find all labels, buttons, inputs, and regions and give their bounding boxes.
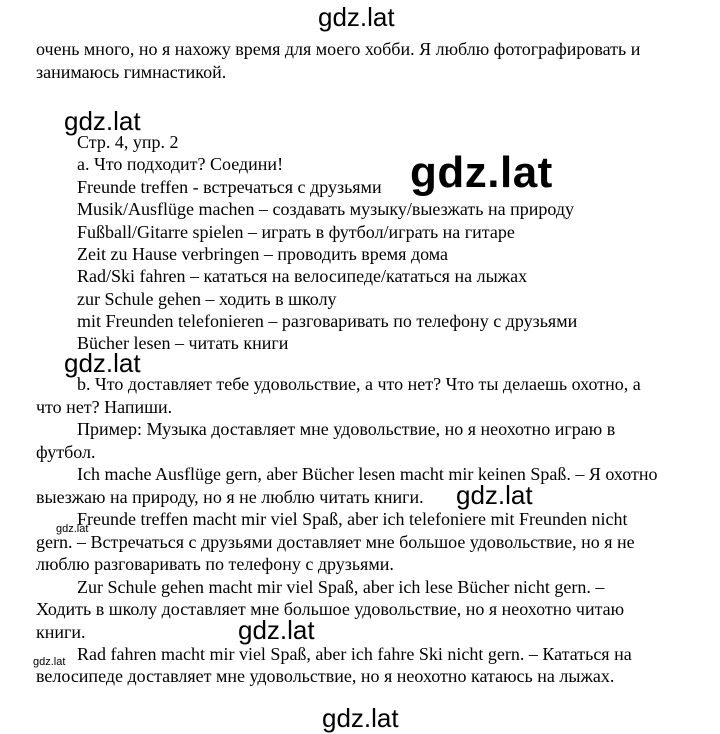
watermark-top: gdz.lat	[318, 2, 395, 32]
text-line: что нет? Напиши.	[36, 397, 173, 417]
text-line: книги.	[36, 622, 86, 642]
text-line: mit Freunden telefonieren – разговаривать по телефону с друзьями	[77, 311, 578, 331]
text-line: люблю разговаривать по телефону с друзьями.	[36, 554, 394, 574]
text-line: Freunde treffen - встречаться с друзьями	[77, 177, 382, 197]
text-line: Musik/Ausflüge machen – создавать музыку/выезжать на природу	[77, 199, 574, 219]
text-line: занимаюсь гимнастикой.	[36, 62, 227, 82]
text-line: Bücher lesen – читать книги	[77, 333, 289, 353]
text-line: zur Schule gehen – ходить в школу	[77, 289, 337, 309]
text-line: Rad/Ski fahren – кататься на велосипеде/кататься на лыжах	[77, 266, 528, 286]
text-line: Zeit zu Hause verbringen – проводить время дома	[77, 244, 449, 264]
task-a-heading: а. Что подходит? Соедини!	[77, 154, 284, 174]
text-line: Rad fahren macht mir viel Spaß, aber ich fahre Ski nicht gern. – Кататься на	[77, 644, 632, 664]
text-line: gern. – Встречаться с друзьями доставляет мне большое удовольствие, но я не	[36, 532, 635, 552]
text-line: Zur Schule gehen macht mir viel Spaß, aber ich lese Bücher nicht gern. –	[77, 577, 605, 597]
text-line: Ходить в школу доставляет мне большое удовольствие, но я неохотно читаю	[36, 599, 625, 619]
text-line: Пример: Музыка доставляет мне удовольствие, но я неохотно играю в	[77, 419, 616, 439]
watermark-section2: gdz.lat	[64, 348, 141, 378]
watermark-small-1: gdz.lat	[56, 523, 89, 535]
text-line: очень много, но я нахожу время для моего хобби. Я люблю фотографировать и	[36, 39, 641, 59]
text-line: выезжаю на природу, но я не люблю читать книги.	[36, 487, 424, 507]
text-line: Fußball/Gitarre spielen – играть в футбол/играть на гитаре	[77, 222, 515, 242]
watermark-small-2: gdz.lat	[33, 656, 66, 668]
watermark-mid: gdz.lat	[456, 480, 533, 510]
task-b-heading: b. Что доставляет тебе удовольствие, а что нет? Что ты делаешь охотно, а	[77, 374, 641, 394]
text-line: Ich mache Ausflüge gern, aber Bücher lesen macht mir keinen Spaß. – Я охотно	[77, 464, 658, 484]
exercise-heading: Стр. 4, упр. 2	[77, 132, 179, 152]
watermark-big: gdz.lat	[410, 148, 553, 197]
text-line: велосипеде доставляет мне удовольствие, но я неохотно катаюсь на лыжах.	[36, 666, 615, 686]
text-line: Freunde treffen macht mir viel Spaß, aber ich telefoniere mit Freunden nicht	[77, 509, 628, 529]
watermark-lower: gdz.lat	[238, 615, 315, 645]
text-line: футбол.	[36, 442, 96, 462]
watermark-section1: gdz.lat	[64, 106, 141, 136]
watermark-bottom: gdz.lat	[322, 703, 399, 733]
